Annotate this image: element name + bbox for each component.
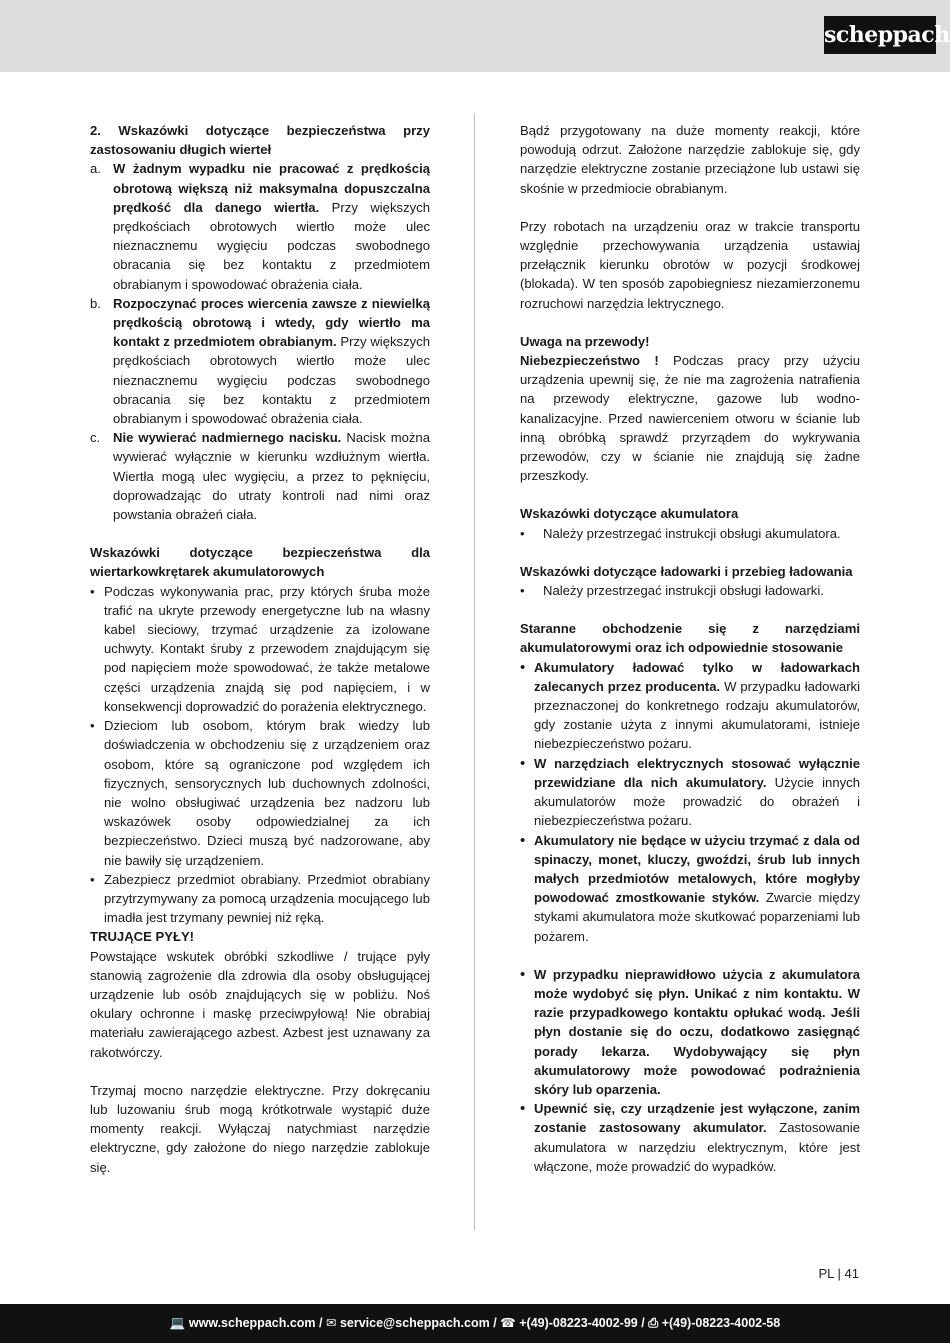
cable-warning-text xyxy=(520,351,860,485)
page-footer xyxy=(0,1304,950,1343)
bullet-text: Należy przestrzegać instrukcji obsługi akumulatora. xyxy=(543,525,841,541)
bullet-item xyxy=(520,1099,860,1176)
cable-warning-body: Podczas pracy przy użyciu urządzenia upewnij się, że nie ma zagrożenia natrafienia na przewody elektryczne, gazowe lub wodno-kanalizacyjne. Przed nawierceniem otworu w ścianie lub inną obróbką sprawdź przyrządem do wykrywania przewodów, czy w ścianie nie znajdują się żadne przeszkody. xyxy=(520,353,860,484)
hold-tool-text: Trzymaj mocno narzędzie elektryczne. Przy dokręcaniu lub luzowaniu śrub mogą krótkotrwale wystąpić duże momenty reakcji. Wyłączaj natychmiast narzędzie elektryczne, gdy założone do niego narzędzie zablokuje się. xyxy=(90,1082,430,1175)
bullet-text: Zabezpiecz przedmiot obrabiany. Przedmiot obrabiany przytrzymywany za pomocą urządzenia mocującego lub imadła jest trzymany pewniej niż ręką. xyxy=(104,871,430,926)
email-link[interactable]: service@scheppach.com xyxy=(339,1316,490,1330)
reaction-torque-text: Bądź przygotowany na duże momenty reakcji, które powodują odrzut. Założone narzędzie zablokuje się, gdy narzędzie elektryczne zostanie przeciążone lub ustawi się skośnie w przedmiocie obrabianym. xyxy=(520,123,860,196)
fax-icon: ⎙ xyxy=(648,1316,659,1330)
bullet-item xyxy=(520,581,860,600)
email-icon: ✉ xyxy=(325,1316,337,1330)
fax-number: +(49)-08223-4002-58 xyxy=(661,1316,781,1330)
danger-label: Niebezpieczeństwo ! xyxy=(520,353,659,369)
item-bold-text: Nie wywierać nadmiernego nacisku. xyxy=(113,430,342,446)
scheppach-logo: scheppach xyxy=(824,16,936,54)
bullet-marker: • xyxy=(520,1100,526,1118)
bullet-bold-text: Akumulatory ładować tylko w ładowarkach zalecanych przez producenta. xyxy=(534,659,860,694)
item-bold-text: Rozpoczynać proces wiercenia zawsze z niewielką prędkością obrotową i wtedy, gdy wiertło ma kontakt z przedmiotem obrabianym. xyxy=(113,295,430,350)
bullet-text: W przypadku ładowarki przeznaczonej do konkretnego rodzaju akumulatorów, gdy zostanie użyta z innymi akumulatorami, istnieje niebezpieczeństwo pożaru. xyxy=(534,678,861,752)
item-text: Nacisk można wywierać wyłącznie w kierunku wzdłużnym wiertła. Wiertła mogą ulec wygięciu, a przez to pęknięciu, doprowadzając do utraty kontroli nad nimi oraz powstania obrażeń ciała. xyxy=(113,430,430,523)
item-bold-text: W żadnym wypadku nie pracować z prędkością obrotową większą niż maksymalna dopuszczalna prędkość dla danego wiertła. xyxy=(113,161,430,215)
bullet-bold-text: W przypadku nieprawidłowo użycia z akumulatora może wydobyć się płyn. Unikać z nim kontaktu. W razie przypadkowego kontaktu opłukać wodą. Jeśli płyn dostanie się do oczu, dodatkowo zasięgnąć porady lekarza. Wydobywający się płyn akumulatorowy może powodować podrażnienia skóry lub oparzenia. xyxy=(534,966,860,1097)
bullet-item xyxy=(90,870,430,928)
section-title-drill-safety: Wskazówki dotyczące bezpieczeństwa dla wiertarkowkrętarek akumulatorowych xyxy=(90,545,430,580)
bullet-bold-text: Akumulatory nie będące w użyciu trzymać z dala od spinaczy, monet, kluczy, gwoździ, śrub lub innych małych przedmiotów metalowych, które mogłyby powodować zmostkowanie styków. xyxy=(534,832,860,906)
column-divider xyxy=(474,113,475,1230)
battery-care-title: Staranne obchodzenie się z narzędziami akumulatorowymi oraz ich odpowiednie stosowanie xyxy=(520,621,860,656)
bullet-text: Należy przestrzegać instrukcji obsługi ładowarki. xyxy=(543,583,824,599)
item-marker: b. xyxy=(90,295,101,311)
section-title-long-bits: 2. Wskazówki dotyczące bezpieczeństwa przy zastosowaniu długich wierteł xyxy=(90,123,430,158)
bullet-marker: • xyxy=(520,831,526,849)
toxic-dust-text: Powstające wskutek obróbki szkodliwe / trujące pyły stanowią zagrożenie dla zdrowia dla osoby obsługującej urządzenie lub osób znajdujących się w pobliżu. Noś okulary ochronne i maskę przeciwpyłową! Nie obrabiaj materiału zawierającego azbest. Azbest jest uznawany za rakotwórczy. xyxy=(90,948,430,1060)
bullet-text: Użycie innych akumulatorów może prowadzić do obrażeń i niebezpieczeństwa pożaru. xyxy=(534,774,860,829)
list-item-c xyxy=(90,428,430,524)
direction-switch-text: Przy robotach na urządzeniu oraz w trakcie transportu względnie przechowywania urządzenia ustawiaj przełącznik kierunku obrotów w pozycji środkowej (blokada). W ten sposób zapobiegniesz niezamierzonemu rozruchowi narzędzia lektrycznego. xyxy=(520,218,860,311)
bullet-item xyxy=(90,716,430,870)
bullet-marker: • xyxy=(520,583,525,599)
bullet-marker: • xyxy=(90,871,95,887)
page-header xyxy=(0,0,950,72)
website-link[interactable]: www.scheppach.com xyxy=(188,1316,316,1330)
list-item-b xyxy=(90,294,430,428)
bullet-marker: • xyxy=(90,583,95,599)
computer-icon: 💻 xyxy=(169,1316,186,1330)
bullet-text: Zastosowanie akumulatora w narzędziu elektrycznym, które jest włączone, może prowadzić do wypadków. xyxy=(534,1120,860,1174)
bullet-item xyxy=(520,754,860,831)
bullet-marker: • xyxy=(520,658,526,676)
toxic-dust-title: TRUJĄCE PYŁY! xyxy=(90,929,195,945)
item-text: Przy większych prędkościach obrotowych wiertło może ulec nieznacznemu wygięciu podczas swobodnego obracania się bez kontaktu z przedmiotem obrabianym i spowodować obrażenia ciała. xyxy=(113,334,430,427)
footer-separator: / xyxy=(641,1316,645,1330)
bullet-marker: • xyxy=(520,965,526,983)
bullet-bold-text: Upewnić się, czy urządzenie jest wyłączone, zanim zostanie zastosowany akumulator. xyxy=(534,1101,860,1136)
bullet-text: Zwarcie między stykami akumulatora może skutkować poparzeniami lub pożarem. xyxy=(534,890,861,944)
charger-notes-title: Wskazówki dotyczące ładowarki i przebieg ładowania xyxy=(520,563,853,579)
bullet-marker: • xyxy=(520,754,526,772)
bullet-item xyxy=(90,582,430,716)
bullet-text: Dzieciom lub osobom, którym brak wiedzy lub doświadczenia w obchodzeniu się z urządzeniem oraz osobom, które są ograniczone pod względem ich fizycznych, sensorycznych lub duchownych zdolności, nie wolno obsługiwać urządzenia bez nadzoru lub wskazówek osoby odpowiedzialnej za ich bezpieczeństwo. Dzieci muszą być nadzorowane, aby nie bawiły się urządzeniem. xyxy=(104,718,430,868)
bullet-text: Podczas wykonywania prac, przy których śruba może trafić na ukryte przewody energetyczne lub na własny kabel sieciowy, trzymać urządzenie za izolowane uchwyty. Kontakt śruby z przewodem znajdującym się pod napięciem może spowodować, że także metalowe części urządzenia znajdą się pod napięciem, i w konsekwencji doprowadzić do porażenia elektrycznego. xyxy=(104,583,430,714)
page-number: PL | 41 xyxy=(818,1266,859,1281)
bullet-marker: • xyxy=(90,718,95,734)
item-marker: a. xyxy=(90,161,101,177)
phone-number: +(49)-08223-4002-99 xyxy=(519,1316,638,1330)
left-column xyxy=(90,121,430,1177)
cable-warning-title: Uwaga na przewody! xyxy=(520,333,650,349)
bullet-item xyxy=(520,831,860,946)
battery-notes-title: Wskazówki dotyczące akumulatora xyxy=(520,506,739,522)
item-marker: c. xyxy=(90,430,101,446)
phone-icon: ☎ xyxy=(500,1316,516,1330)
right-column xyxy=(520,121,860,1176)
bullet-item xyxy=(520,658,860,754)
footer-separator: / xyxy=(493,1316,497,1330)
list-item-a xyxy=(90,159,430,293)
bullet-bold-text: W narzędziach elektrycznych stosować wyłącznie przewidziane dla nich akumulatory. xyxy=(534,755,860,790)
bullet-item xyxy=(520,524,860,543)
bullet-marker: • xyxy=(520,525,525,541)
bullet-item xyxy=(520,965,860,1099)
footer-separator: / xyxy=(319,1316,323,1330)
item-text: Przy większych prędkościach obrotowych wiertło może ulec nieznacznemu wygięciu podczas swobodnego obracania się bez kontaktu z przedmiotem obrabianym i spowodować obrażenia ciała. xyxy=(113,199,430,292)
